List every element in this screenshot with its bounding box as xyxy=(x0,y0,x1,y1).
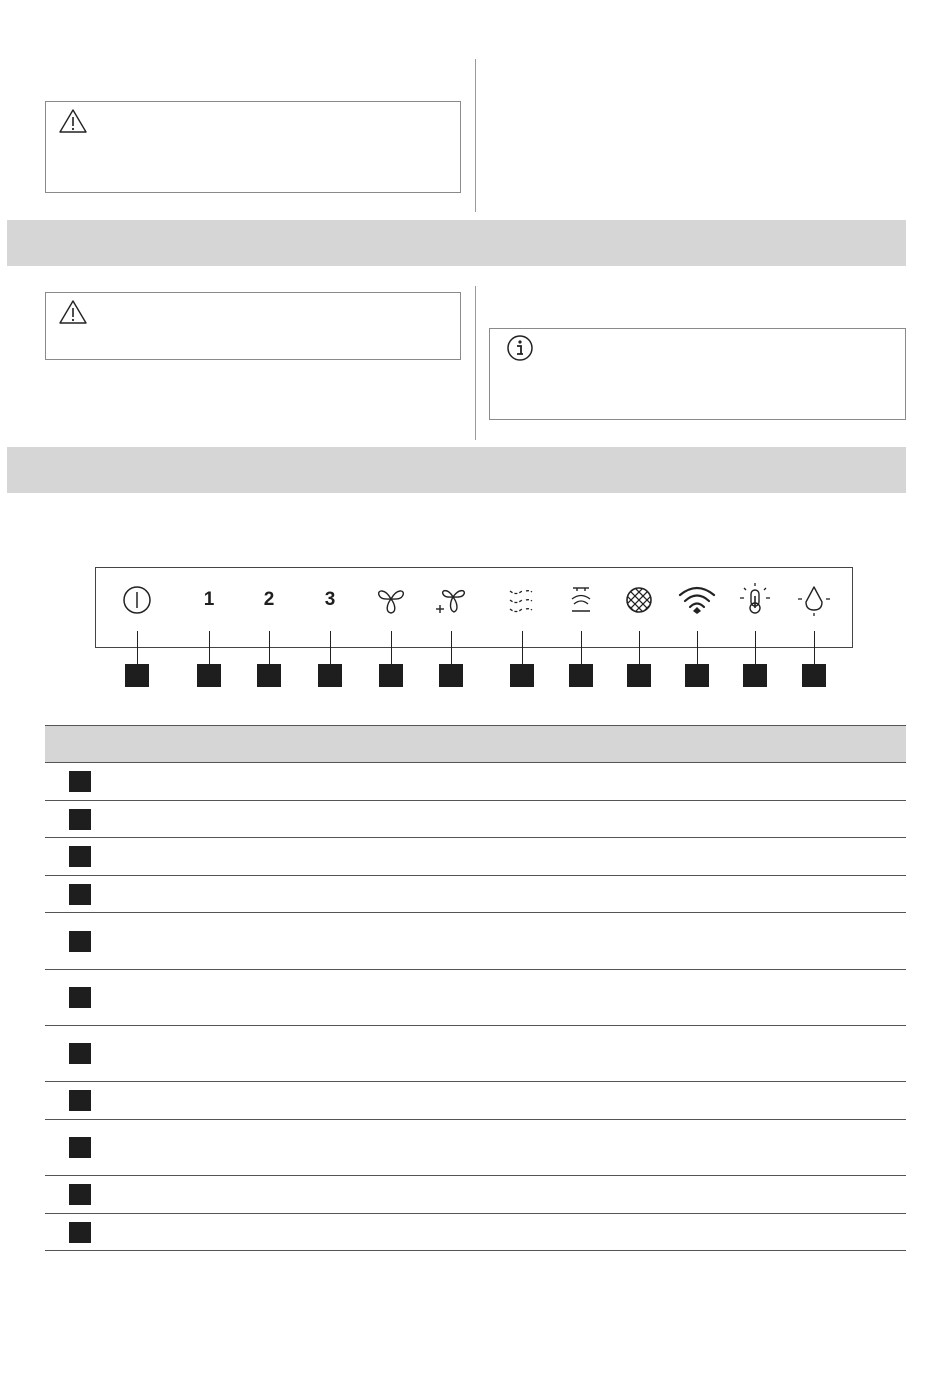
callout-line xyxy=(451,631,452,665)
row-marker xyxy=(69,884,91,905)
callout-line xyxy=(330,631,331,665)
fan-boost-plus-icon xyxy=(431,582,471,618)
section-band-1 xyxy=(7,220,906,266)
light-icon xyxy=(794,582,834,618)
callout-line xyxy=(755,631,756,665)
row-marker xyxy=(69,1222,91,1243)
table-row xyxy=(45,801,906,838)
callout-line xyxy=(814,631,815,665)
row-marker xyxy=(69,1184,91,1205)
warning-notice-top xyxy=(45,101,461,193)
info-notice xyxy=(489,328,906,420)
table-row xyxy=(45,1120,906,1176)
callout-line xyxy=(581,631,582,665)
row-marker xyxy=(69,771,91,792)
table-row xyxy=(45,876,906,913)
callout-marker xyxy=(685,664,709,687)
power-icon xyxy=(117,582,157,618)
table-row xyxy=(45,1082,906,1120)
column-divider-middle xyxy=(475,286,476,440)
callout-line xyxy=(697,631,698,665)
callout-line xyxy=(269,631,270,665)
wifi-icon xyxy=(677,582,717,618)
table-row xyxy=(45,838,906,876)
breeze-icon xyxy=(502,582,542,618)
callout-line xyxy=(639,631,640,665)
callout-marker xyxy=(379,664,403,687)
speed-2-label: 2 xyxy=(263,589,275,610)
info-icon xyxy=(506,334,534,362)
table-row xyxy=(45,763,906,801)
callout-marker xyxy=(627,664,651,687)
table-row xyxy=(45,913,906,970)
callout-marker xyxy=(257,664,281,687)
table-row xyxy=(45,1176,906,1214)
callout-marker xyxy=(125,664,149,687)
row-marker xyxy=(69,1090,91,1111)
callout-marker xyxy=(439,664,463,687)
section-band-2 xyxy=(7,447,906,493)
row-marker xyxy=(69,1043,91,1064)
filter-alert-icon xyxy=(735,582,775,618)
callout-marker xyxy=(743,664,767,687)
row-marker xyxy=(69,931,91,952)
speed-1-label: 1 xyxy=(203,589,215,610)
grease-filter-icon xyxy=(619,582,659,618)
callout-line xyxy=(209,631,210,665)
table-row xyxy=(45,1214,906,1251)
row-marker xyxy=(69,987,91,1008)
callout-marker xyxy=(569,664,593,687)
callout-marker xyxy=(510,664,534,687)
warning-triangle-icon xyxy=(58,108,88,134)
fan-boost-icon xyxy=(371,582,411,618)
callout-marker xyxy=(318,664,342,687)
row-marker xyxy=(69,1137,91,1158)
speed-3-label: 3 xyxy=(324,589,336,610)
table-row xyxy=(45,1026,906,1082)
table-row xyxy=(45,970,906,1026)
callout-marker xyxy=(802,664,826,687)
callout-line xyxy=(137,631,138,665)
warning-notice-middle xyxy=(45,292,461,360)
column-divider-top xyxy=(475,59,476,212)
row-marker xyxy=(69,846,91,867)
callout-line xyxy=(391,631,392,665)
row-marker xyxy=(69,809,91,830)
table-header xyxy=(45,725,906,763)
callout-line xyxy=(522,631,523,665)
hob2hood-icon xyxy=(561,582,601,618)
callout-marker xyxy=(197,664,221,687)
warning-triangle-icon xyxy=(58,299,88,325)
